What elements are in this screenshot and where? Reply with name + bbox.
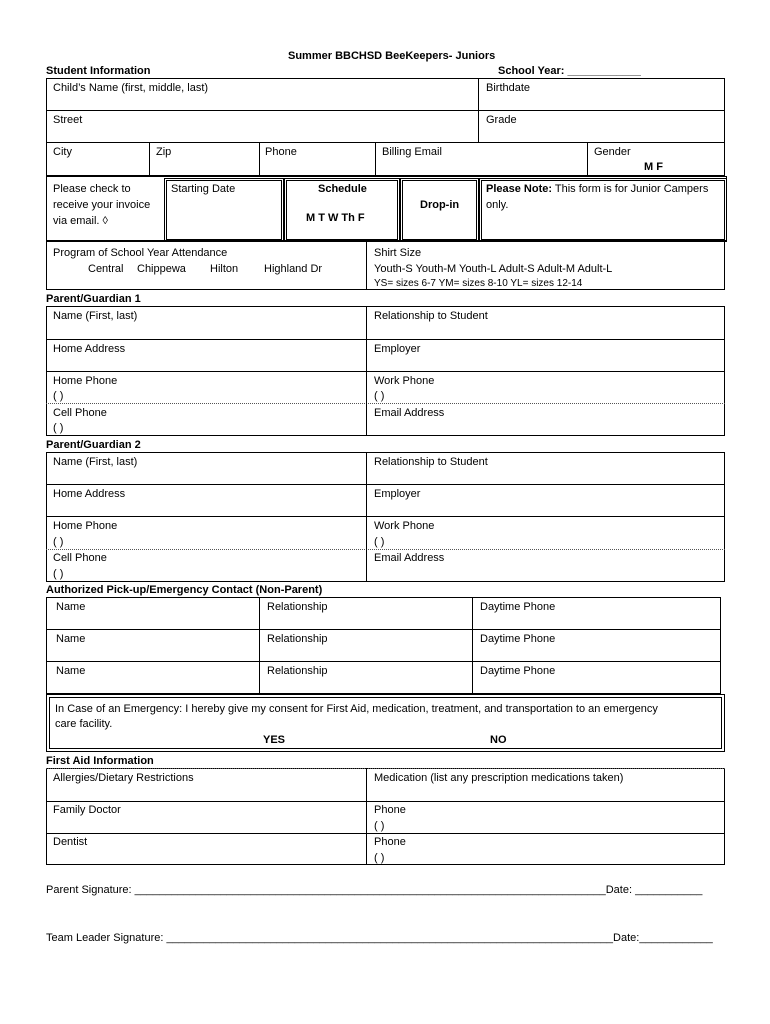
g1-cell-phone-field[interactable]: Cell Phone — [53, 407, 107, 419]
g1-relationship-field[interactable]: Relationship to Student — [374, 310, 488, 322]
schedule-days[interactable]: M T W Th F — [306, 212, 365, 224]
section-header-pickup: Authorized Pick-up/Emergency Contact (Non-Parent) — [46, 584, 323, 596]
medication-field[interactable]: Medication (list any prescription medications taken) — [374, 772, 624, 784]
shirt-size-legend: YS= sizes 6-7 YM= sizes 8-10 YL= sizes 12-14 — [374, 278, 583, 289]
g2-employer-field[interactable]: Employer — [374, 488, 421, 500]
grade-field[interactable]: Grade — [486, 114, 517, 126]
g2-relationship-field[interactable]: Relationship to Student — [374, 456, 488, 468]
shirt-size-label: Shirt Size — [374, 247, 422, 259]
school-central[interactable]: Central — [88, 263, 124, 275]
drop-in-label[interactable]: Drop-in — [420, 199, 460, 211]
shirt-size-options[interactable]: Youth-S Youth-M Youth-L Adult-S Adult-M Adult-L — [374, 263, 613, 275]
g1-home-address-field[interactable]: Home Address — [53, 343, 126, 355]
g1-email-field[interactable]: Email Address — [374, 407, 445, 419]
invoice-label-2: receive your invoice — [53, 199, 151, 211]
g1-cell-phone-paren: ( ) — [53, 422, 64, 434]
junior-note-2: only. — [486, 199, 509, 211]
pickup-relationship-2[interactable]: Relationship — [267, 633, 328, 645]
g2-name-field[interactable]: Name (First, last) — [53, 456, 138, 468]
pickup-phone-2[interactable]: Daytime Phone — [480, 633, 556, 645]
doctor-phone-paren: ( ) — [374, 820, 385, 832]
gender-options[interactable]: M F — [644, 161, 663, 173]
birthdate-field[interactable]: Birthdate — [486, 82, 531, 94]
pickup-relationship-1[interactable]: Relationship — [267, 601, 328, 613]
dentist-field[interactable]: Dentist — [53, 836, 88, 848]
allergies-field[interactable]: Allergies/Dietary Restrictions — [53, 772, 194, 784]
section-header-firstaid: First Aid Information — [46, 755, 154, 767]
school-year-field[interactable]: School Year: ____________ — [498, 65, 641, 77]
program-label: Program of School Year Attendance — [53, 247, 228, 259]
phone-field[interactable]: Phone — [265, 146, 297, 158]
zip-field[interactable]: Zip — [156, 146, 172, 158]
pickup-table — [46, 597, 721, 694]
g2-home-address-field[interactable]: Home Address — [53, 488, 126, 500]
g1-home-phone-field[interactable]: Home Phone — [53, 375, 118, 387]
g2-cell-phone-paren: ( ) — [53, 568, 64, 580]
invoice-checkbox[interactable]: via email. ◊ — [53, 215, 108, 227]
pickup-relationship-3[interactable]: Relationship — [267, 665, 328, 677]
page-title: Summer BBCHSD BeeKeepers- Juniors — [288, 50, 496, 62]
g2-work-phone-paren: ( ) — [374, 536, 385, 548]
street-field[interactable]: Street — [53, 114, 83, 126]
g1-work-phone-paren: ( ) — [374, 390, 385, 402]
section-header-guardian1: Parent/Guardian 1 — [46, 293, 141, 305]
pickup-phone-1[interactable]: Daytime Phone — [480, 601, 556, 613]
starting-date-label: Starting Date — [171, 183, 236, 195]
school-chippewa[interactable]: Chippewa — [137, 263, 186, 275]
invoice-label-1: Please check to — [53, 183, 131, 195]
g2-home-phone-paren: ( ) — [53, 536, 64, 548]
junior-note: Please Note: This form is for Junior Campers — [486, 183, 709, 195]
g1-name-field[interactable]: Name (First, last) — [53, 310, 138, 322]
dentist-phone-paren: ( ) — [374, 852, 385, 864]
parent-signature-line[interactable]: Parent Signature: _____________________________________________________________________________Date: ___________ — [46, 884, 703, 896]
emergency-no[interactable]: NO — [490, 734, 507, 746]
emergency-yes[interactable]: YES — [263, 734, 286, 746]
g2-work-phone-field[interactable]: Work Phone — [374, 520, 435, 532]
pickup-name-3[interactable]: Name — [56, 665, 86, 677]
billing-email-field[interactable]: Billing Email — [382, 146, 442, 158]
team-leader-signature-line[interactable]: Team Leader Signature: _________________________________________________________________________Date:____________ — [46, 932, 713, 944]
g1-home-phone-paren: ( ) — [53, 390, 64, 402]
pickup-name-1[interactable]: Name — [56, 601, 86, 613]
pickup-phone-3[interactable]: Daytime Phone — [480, 665, 556, 677]
emergency-consent-text-2: care facility. — [55, 718, 113, 730]
section-header-guardian2: Parent/Guardian 2 — [46, 439, 141, 451]
doctor-phone-field[interactable]: Phone — [374, 804, 406, 816]
school-hilton[interactable]: Hilton — [210, 263, 239, 275]
g2-home-phone-field[interactable]: Home Phone — [53, 520, 118, 532]
gender-field[interactable]: Gender — [594, 146, 631, 158]
dentist-phone-field[interactable]: Phone — [374, 836, 406, 848]
g1-work-phone-field[interactable]: Work Phone — [374, 375, 435, 387]
schedule-label: Schedule — [318, 183, 367, 195]
school-highland[interactable]: Highland Dr — [264, 263, 323, 275]
childs-name-field[interactable]: Child’s Name (first, middle, last) — [53, 82, 209, 94]
g2-email-field[interactable]: Email Address — [374, 552, 445, 564]
pickup-name-2[interactable]: Name — [56, 633, 86, 645]
family-doctor-field[interactable]: Family Doctor — [53, 804, 121, 816]
emergency-consent-text: In Case of an Emergency: I hereby give my consent for First Aid, medication, treatment, and transportation to an emergency — [55, 703, 658, 715]
g1-employer-field[interactable]: Employer — [374, 343, 421, 355]
g2-cell-phone-field[interactable]: Cell Phone — [53, 552, 107, 564]
section-header-student: Student Information — [46, 65, 151, 77]
city-field[interactable]: City — [53, 146, 72, 158]
